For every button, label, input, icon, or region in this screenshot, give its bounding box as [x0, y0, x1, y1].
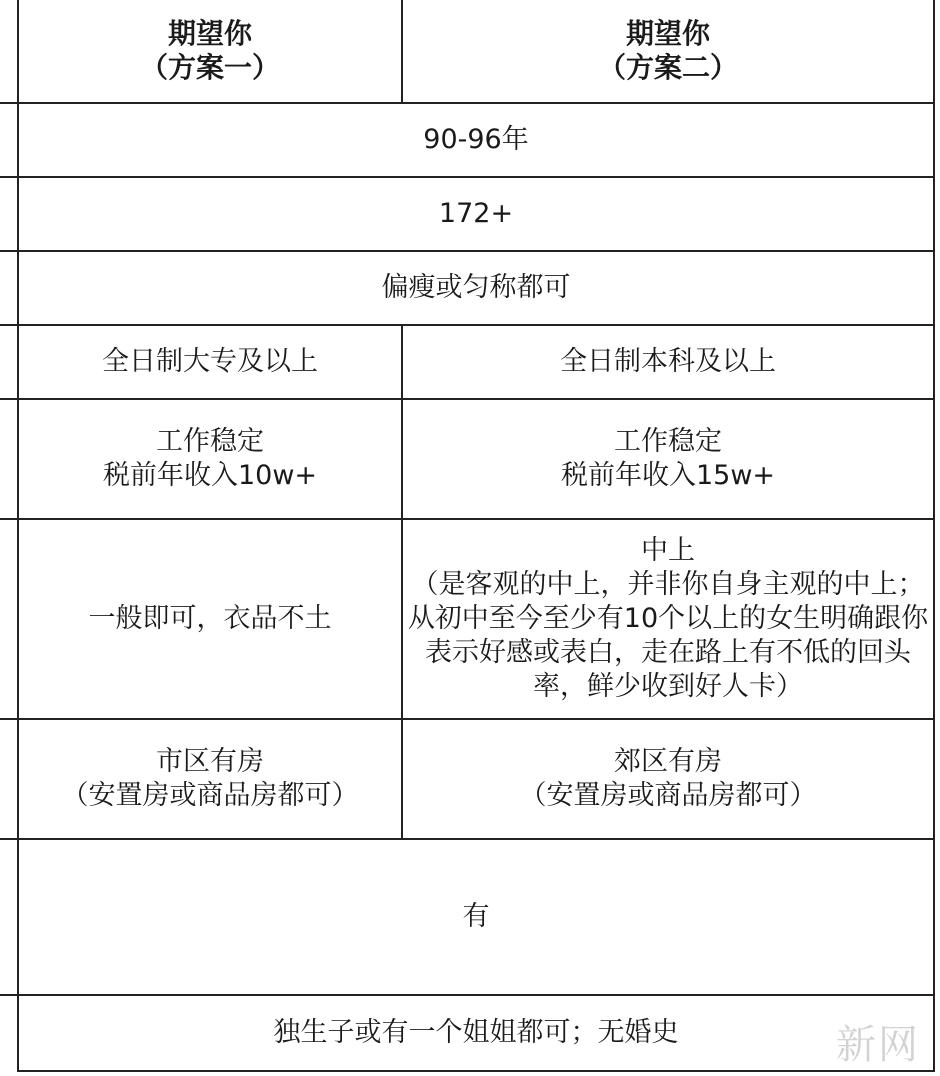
appearance-plan-1-cell: 一般即可，衣品不土	[18, 519, 402, 719]
header-plan-2-subtitle: （方案二）	[597, 51, 738, 84]
job-plan-2-line2: 税前年收入15w+	[560, 460, 776, 491]
table-row-age	[18, 103, 934, 177]
row-line-stub	[0, 176, 17, 178]
watermark-logo: 新网	[836, 1022, 920, 1068]
housing-plan-1-cell	[18, 719, 402, 839]
table-row-car	[18, 839, 934, 995]
housing-plan-2-line1: 郊区有房	[614, 746, 722, 777]
housing-plan-2-cell	[402, 719, 934, 839]
header-plan-1	[18, 0, 402, 103]
job-plan-1-line2: 税前年收入10w+	[102, 460, 318, 491]
job-plan-2-cell	[402, 399, 934, 519]
table-row-education	[18, 325, 934, 399]
row-line-stub	[0, 838, 17, 840]
appearance-plan-2-detail: （是客观的中上，并非你自身主观的中上；从初中至今至少有10个以上的女生明确跟你表示好感或表白，走在路上有不低的回头率，鲜少收到好人卡）	[407, 569, 929, 702]
appearance-plan-2-line1: 中上	[641, 535, 695, 566]
row-line-stub	[0, 324, 17, 326]
row-line-stub	[0, 250, 17, 252]
header-plan-2-title: 期望你	[625, 17, 710, 50]
education-plan-1-cell: 全日制大专及以上	[18, 325, 402, 399]
header-plan-2	[402, 0, 934, 103]
job-plan-1-cell	[18, 399, 402, 519]
row-line-stub	[0, 398, 17, 400]
table-row-housing	[18, 719, 934, 839]
table-row-job	[18, 399, 934, 519]
table-row-family	[18, 995, 934, 1071]
header-plan-1-title: 期望你	[167, 17, 252, 50]
expectation-table	[17, 0, 935, 1072]
education-plan-2-cell: 全日制本科及以上	[402, 325, 934, 399]
height-cell: 172+	[18, 177, 934, 251]
housing-plan-1-line1: 市区有房	[156, 746, 264, 777]
table-row-appearance	[18, 519, 934, 719]
table-row-body-type	[18, 251, 934, 325]
row-line-stub	[0, 994, 17, 996]
appearance-plan-2-cell	[402, 519, 934, 719]
age-cell: 90-96年	[18, 103, 934, 177]
row-line-stub	[0, 718, 17, 720]
job-plan-1-line1: 工作稳定	[156, 426, 264, 457]
housing-plan-2-line2: （安置房或商品房都可）	[519, 780, 817, 811]
row-line-stub	[0, 518, 17, 520]
row-line-stub	[0, 102, 17, 104]
housing-plan-1-line2: （安置房或商品房都可）	[61, 780, 359, 811]
family-cell: 独生子或有一个姐姐都可；无婚史	[18, 995, 934, 1071]
car-cell: 有	[18, 839, 934, 995]
table-row-height	[18, 177, 934, 251]
job-plan-2-line1: 工作稳定	[614, 426, 722, 457]
header-plan-1-subtitle: （方案一）	[139, 51, 280, 84]
table-row-header	[18, 0, 934, 103]
body-type-cell: 偏瘦或匀称都可	[18, 251, 934, 325]
